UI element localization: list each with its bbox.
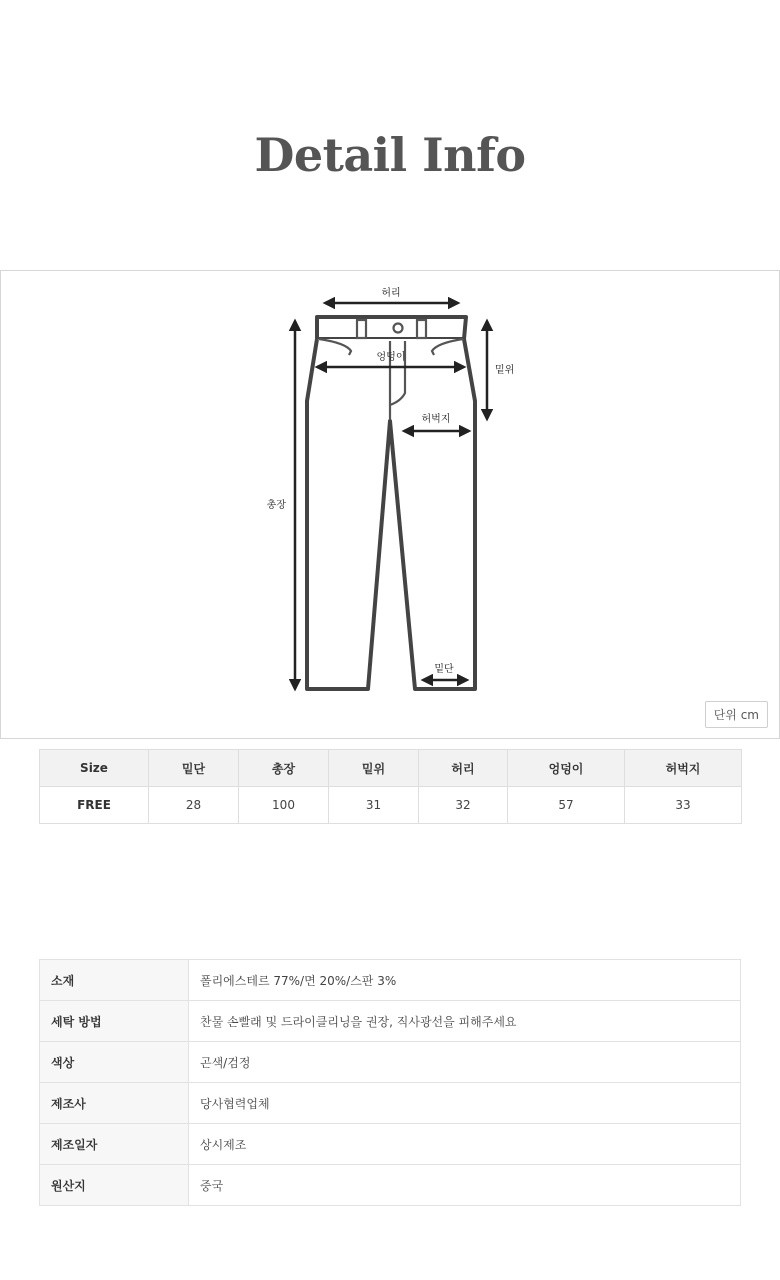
info-label: 원산지 (40, 1165, 189, 1206)
header-cell: 허벅지 (625, 750, 742, 787)
header-cell: 밑단 (149, 750, 239, 787)
table-row (40, 1001, 741, 1042)
info-label: 소재 (40, 960, 189, 1001)
table-cell: 33 (625, 787, 742, 824)
page-title: Detail Info (254, 128, 526, 182)
product-info-table (39, 959, 741, 1206)
size-name-cell: FREE (40, 787, 149, 824)
info-value: 상시제조 (189, 1124, 741, 1165)
label-rise: 밑위 (495, 365, 515, 376)
label-waist: 허리 (381, 288, 401, 299)
table-row (40, 787, 742, 824)
pants-diagram (1, 271, 779, 738)
info-value: 찬물 손빨래 및 드라이클리닝을 권장, 직사광선을 피해주세요 (189, 1001, 741, 1042)
table-cell: 31 (329, 787, 419, 824)
header-cell: 밑위 (329, 750, 419, 787)
label-hem: 밑단 (434, 664, 454, 675)
info-label: 세탁 방법 (40, 1001, 189, 1042)
table-row (40, 1165, 741, 1206)
header-cell: 엉덩이 (508, 750, 625, 787)
table-cell: 100 (239, 787, 329, 824)
info-value: 중국 (189, 1165, 741, 1206)
table-cell: 28 (149, 787, 239, 824)
label-hip: 엉덩이 (376, 352, 406, 363)
info-value: 폴리에스테르 77%/면 20%/스판 3% (189, 960, 741, 1001)
size-diagram (0, 270, 780, 739)
label-thigh: 허벅지 (421, 414, 451, 425)
table-cell: 32 (419, 787, 508, 824)
header-cell: 총장 (239, 750, 329, 787)
table-row (40, 960, 741, 1001)
label-length: 총장 (266, 500, 286, 511)
info-label: 제조사 (40, 1083, 189, 1124)
info-value: 곤색/검정 (189, 1042, 741, 1083)
info-label: 제조일자 (40, 1124, 189, 1165)
info-value: 당사협력업체 (189, 1083, 741, 1124)
table-row (40, 1042, 741, 1083)
size-table (39, 749, 742, 824)
table-row (40, 1124, 741, 1165)
header-cell: Size (40, 750, 149, 787)
info-label: 색상 (40, 1042, 189, 1083)
size-table-header (40, 750, 742, 787)
header-cell: 허리 (419, 750, 508, 787)
table-row (40, 1083, 741, 1124)
table-cell: 57 (508, 787, 625, 824)
unit-badge: 단위 cm (705, 701, 768, 728)
